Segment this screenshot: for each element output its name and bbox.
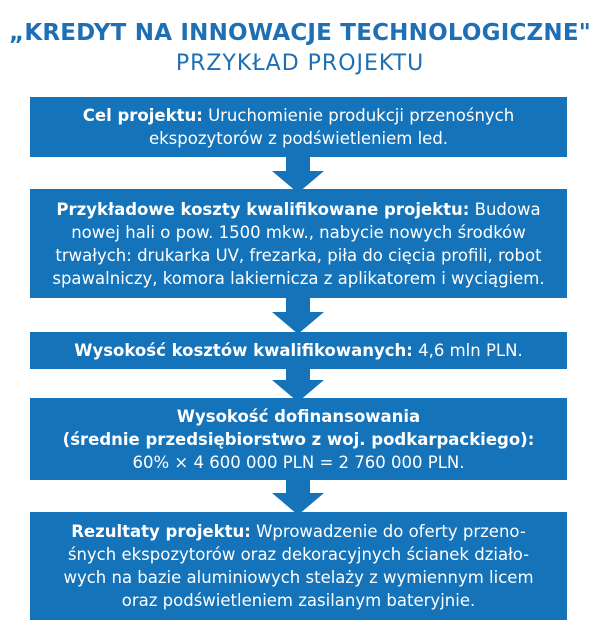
step-box-costs bbox=[30, 189, 567, 298]
step-text: Budowa bbox=[469, 199, 541, 219]
down-arrow-icon bbox=[272, 157, 324, 193]
step-box-qualified-costs bbox=[30, 332, 567, 369]
step-label bbox=[38, 405, 559, 428]
step-text: 60% × 4 600 000 PLN = 2 760 000 PLN. bbox=[132, 452, 465, 472]
step-text: wych na bazie aluminiowych stelaży z wymiennym licem bbox=[63, 568, 534, 587]
step-text: Wprowadzenie do oferty przeno- bbox=[250, 522, 526, 541]
step-line bbox=[38, 520, 559, 543]
step-label: Wysokość kosztów kwalifikowanych: bbox=[74, 341, 413, 360]
step-label: Rezultaty projektu: bbox=[71, 522, 251, 541]
main-title: „KREDYT NA INNOWACJE TECHNOLOGICZNE" bbox=[9, 20, 591, 46]
step-text: śnych ekspozytorów oraz dekoracyjnych ścianek działo- bbox=[67, 545, 530, 564]
down-arrow-icon bbox=[272, 366, 324, 402]
step-box-goal bbox=[30, 97, 567, 157]
step-text: ekspozytorów z podświetleniem led. bbox=[148, 129, 449, 148]
step-label: Przykładowe koszty kwalifikowane projektu: bbox=[56, 199, 470, 219]
down-arrow-icon bbox=[272, 298, 324, 334]
step-label: Cel projektu: bbox=[82, 106, 203, 125]
step-box-results bbox=[30, 512, 567, 620]
step-text: spawalniczy, komora lakiernicza z aplikatorem i wyciągiem. bbox=[52, 268, 545, 288]
step-box-funding bbox=[30, 398, 567, 480]
funding-label-secondary: (średnie przedsiębiorstwo z woj. podkarpackiego): bbox=[62, 429, 535, 449]
step-text: Uruchomienie produkcji przenośnych bbox=[202, 106, 515, 125]
subtitle: PRZYKŁAD PROJEKTU bbox=[175, 51, 425, 76]
step-text: nowej hali o pow. 1500 mkw., nabycie nowych środków bbox=[71, 222, 526, 242]
step-line bbox=[38, 339, 559, 362]
down-arrow-icon bbox=[272, 479, 324, 515]
step-text: 4,6 mln PLN. bbox=[412, 341, 523, 360]
step-line bbox=[38, 198, 559, 221]
step-line bbox=[38, 104, 559, 127]
funding-label: Wysokość dofinansowania bbox=[176, 406, 421, 426]
step-text: trwałych: drukarka UV, frezarka, piła do cięcia profili, robot bbox=[55, 245, 542, 265]
step-label-secondary bbox=[38, 428, 559, 451]
step-text: oraz podświetleniem zasilanym bateryjnie. bbox=[121, 591, 476, 610]
